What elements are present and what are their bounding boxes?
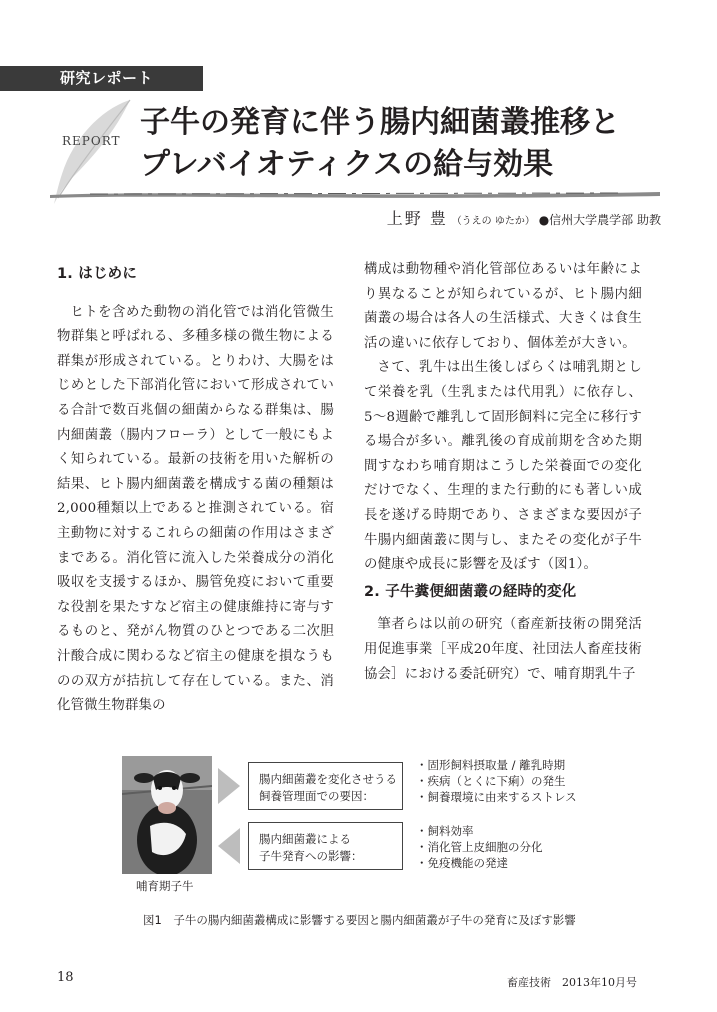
author-affiliation: ●信州大学農学部 助教 <box>538 213 661 227</box>
box-line: 飼養管理面での要因： <box>259 789 374 803</box>
right-column <box>364 258 642 687</box>
author-reading: （うえの ゆたか） <box>451 216 535 227</box>
list-item: ・疾病（とくに下痢）の発生 <box>416 774 566 788</box>
photo-caption: 哺育期子牛 <box>136 879 194 893</box>
figure-1 <box>0 740 717 940</box>
author-name: 上野 豊 <box>386 209 448 228</box>
byline <box>387 206 661 229</box>
body-paragraph: ヒトを含めた動物の消化管では消化管微生物群集と呼ばれる、多種多様の微生物による群集が形成されている。とりわけ、大腸をはじめとした下部消化管において形成されている合計で数百兆個の細菌からなる群集は、腸内細菌叢（腸内フローラ）として一般にもよく知られている。最新の技術を用いた解析の結果、ヒト腸内細菌叢を構成する菌の種類は2,000種類以上であると推測されている。宿主動物に対するこれらの細菌の作用はさまざまである。消化管に流入した栄養成分の消化吸収を支援するほか、腸管免疫において重要な役割を果たすなど宿主の健康維持に寄与するものと、発がん物質のひとつである二次胆汁酸合成に関わるなど宿主の健康を損なうものの双方が拮抗して存在している。また、消化管微生物群集の <box>57 304 334 714</box>
figure-caption: 図1 子牛の腸内細菌叢構成に影響する要因と腸内細菌叢が子牛の発育に及ぼす影響 <box>143 913 576 927</box>
list-item: ・消化管上皮細胞の分化 <box>416 840 543 854</box>
body-paragraph: 筆者らは以前の研究（畜産新技術の開発活用促進事業［平成20年度、社団法人畜産技術協会］における委託研究）で、哺育期乳牛子 <box>364 617 642 682</box>
section-heading: 2. 子牛糞便細菌叢の経時的変化 <box>364 583 577 600</box>
body-paragraph: 構成は動物種や消化管部位あるいは年齢により異なることが知られているが、ヒト腸内細菌叢の場合は各人の生活様式、大きくは食生活の違いに依存しており、個体差が大きい。 <box>364 262 642 351</box>
arrow-left-icon <box>218 828 240 864</box>
title-line: プレバイオティクスの給与効果 <box>140 147 554 182</box>
brush-divider <box>50 188 660 200</box>
list-item: ・免疫機能の発達 <box>416 856 508 870</box>
journal-footer: 畜産技術 2013年10月号 <box>507 976 637 989</box>
factor-box <box>248 762 403 810</box>
page-number: 18 <box>57 970 74 985</box>
box-line: 腸内細菌叢による <box>259 832 351 846</box>
effect-list <box>416 823 543 871</box>
list-item: ・飼養環境に由来するストレス <box>416 790 577 804</box>
body-paragraph: さて、乳牛は出生後しばらくは哺乳期として栄養を乳（生乳または代用乳）に依存し、5～8週齢で離乳して固形飼料に完全に移行する場合が多い。離乳後の育成前期を含めた期間すなわち哺育期はこうした栄養面での変化だけでなく、生理的また行動的にも著しい成長を遂げる時期であり、さまざまな要因が子牛腸内細菌叢に関与し、またその変化が子牛の健康や成長に影響を及ぼす（図1）。 <box>364 360 642 573</box>
arrow-right-icon <box>218 768 240 804</box>
section-label: 研究レポート <box>0 66 203 91</box>
list-item: ・固形飼料摂取量 / 離乳時期 <box>416 758 566 772</box>
box-line: 子牛発育への影響： <box>259 849 363 863</box>
box-line: 腸内細菌叢を変化させうる <box>259 772 397 786</box>
factor-list <box>416 757 577 805</box>
title-line: 子牛の発育に伴う腸内細菌叢推移と <box>140 105 620 140</box>
calf-photo <box>122 756 212 874</box>
effect-box <box>248 822 403 870</box>
list-item: ・飼料効率 <box>416 824 474 838</box>
section-heading: 1. はじめに <box>57 266 138 282</box>
left-column <box>57 262 334 719</box>
report-word: REPORT <box>62 134 121 148</box>
article-title <box>140 102 620 186</box>
